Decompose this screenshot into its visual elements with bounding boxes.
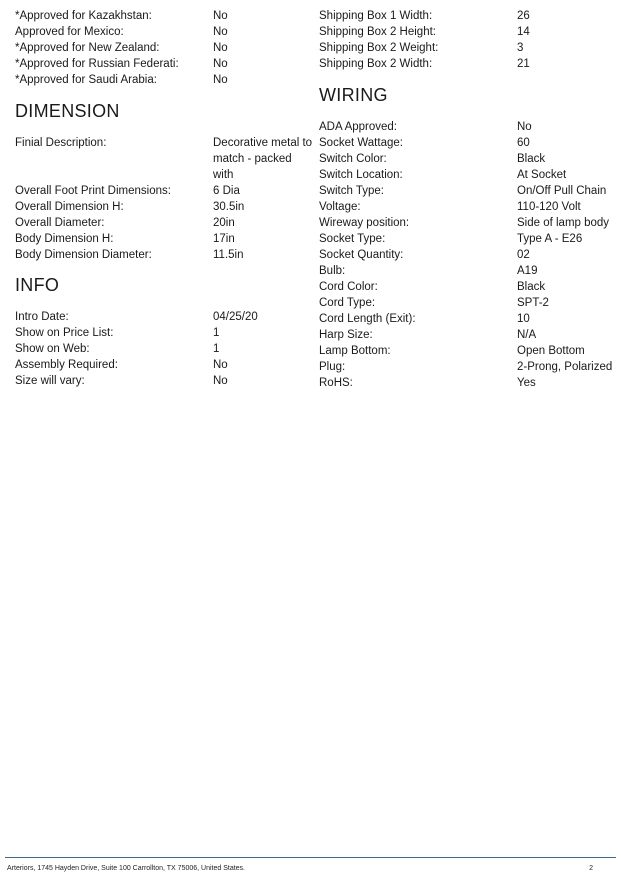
spec-value: No bbox=[213, 42, 228, 54]
spec-label: Overall Foot Print Dimensions: bbox=[15, 185, 171, 197]
spec-value: 60 bbox=[517, 137, 530, 149]
spec-value: Black bbox=[517, 281, 546, 293]
spec-row bbox=[319, 311, 619, 327]
spec-label: *Approved for Saudi Arabia: bbox=[15, 74, 157, 86]
spec-label: Overall Diameter: bbox=[15, 217, 105, 229]
spec-value: 02 bbox=[517, 249, 530, 261]
spec-label: Finial Description: bbox=[15, 137, 107, 149]
spec-value: 3 bbox=[517, 42, 524, 54]
spec-label: Intro Date: bbox=[15, 311, 69, 323]
right-column bbox=[319, 8, 619, 391]
spec-row bbox=[319, 343, 619, 359]
spec-row bbox=[319, 183, 619, 199]
page-number: 2 bbox=[589, 865, 593, 872]
spec-value: 04/25/20 bbox=[213, 311, 258, 323]
spec-value: 110-120 Volt bbox=[517, 201, 581, 213]
spec-row bbox=[319, 199, 619, 215]
spec-label: *Approved for Russian Federati: bbox=[15, 58, 179, 70]
spec-value: N/A bbox=[517, 329, 537, 341]
spec-label: Switch Location: bbox=[319, 169, 403, 181]
footer-divider bbox=[5, 857, 616, 858]
spec-row bbox=[15, 373, 315, 389]
wiring-section bbox=[319, 119, 619, 391]
spec-label: Socket Quantity: bbox=[319, 249, 404, 261]
spec-label: Wireway position: bbox=[319, 217, 410, 229]
footer-address: Arteriors, 1745 Hayden Drive, Suite 100 Carrollton, TX 75006, United States. bbox=[7, 865, 245, 872]
spec-row bbox=[15, 40, 315, 56]
spec-label: Overall Dimension H: bbox=[15, 201, 124, 213]
spec-row bbox=[15, 56, 315, 72]
shipping-section bbox=[319, 8, 619, 72]
spec-row bbox=[15, 247, 315, 263]
spec-value: No bbox=[213, 359, 228, 371]
spec-label: Shipping Box 2 Height: bbox=[319, 26, 436, 38]
spec-label: Socket Type: bbox=[319, 233, 386, 245]
spec-label: Plug: bbox=[319, 361, 346, 373]
spec-label: ADA Approved: bbox=[319, 121, 397, 133]
spec-value: 10 bbox=[517, 313, 530, 325]
spec-value: 1 bbox=[213, 343, 220, 355]
spec-row bbox=[15, 72, 315, 88]
spec-row bbox=[319, 56, 619, 72]
spec-label: Show on Web: bbox=[15, 343, 90, 355]
spec-label: Approved for Mexico: bbox=[15, 26, 124, 38]
info-heading: INFO bbox=[15, 275, 60, 295]
spec-label: Show on Price List: bbox=[15, 327, 114, 339]
spec-label: Switch Type: bbox=[319, 185, 384, 197]
spec-row bbox=[15, 357, 315, 373]
spec-row bbox=[319, 263, 619, 279]
spec-label: Shipping Box 2 Weight: bbox=[319, 42, 439, 54]
spec-row bbox=[319, 327, 619, 343]
spec-value: 14 bbox=[517, 26, 530, 38]
spec-row bbox=[15, 183, 315, 199]
spec-label: Harp Size: bbox=[319, 329, 373, 341]
spec-value: 26 bbox=[517, 10, 530, 22]
spec-row bbox=[319, 135, 619, 151]
spec-value: 11.5in bbox=[213, 249, 244, 261]
spec-row bbox=[319, 375, 619, 391]
spec-value: 1 bbox=[213, 327, 220, 339]
spec-row bbox=[319, 295, 619, 311]
spec-label: Voltage: bbox=[319, 201, 361, 213]
spec-label: *Approved for Kazakhstan: bbox=[15, 10, 152, 22]
spec-value: No bbox=[213, 26, 228, 38]
spec-label: Switch Color: bbox=[319, 153, 387, 165]
spec-label: *Approved for New Zealand: bbox=[15, 42, 160, 54]
spec-value: Black bbox=[517, 153, 546, 165]
approvals-section bbox=[15, 8, 315, 88]
spec-row bbox=[319, 247, 619, 263]
spec-row bbox=[15, 341, 315, 357]
spec-label: Cord Color: bbox=[319, 281, 378, 293]
spec-value: At Socket bbox=[517, 169, 567, 181]
spec-label: Cord Length (Exit): bbox=[319, 313, 416, 325]
spec-row bbox=[319, 231, 619, 247]
spec-row bbox=[15, 199, 315, 215]
spec-label: Socket Wattage: bbox=[319, 137, 403, 149]
spec-value: No bbox=[517, 121, 532, 133]
spec-row bbox=[319, 279, 619, 295]
left-column bbox=[15, 8, 315, 389]
spec-value: 21 bbox=[517, 58, 530, 70]
info-section bbox=[15, 309, 315, 389]
spec-value: 17in bbox=[213, 233, 235, 245]
spec-value: No bbox=[213, 375, 228, 387]
spec-row bbox=[319, 167, 619, 183]
wiring-heading: WIRING bbox=[319, 85, 388, 105]
dimension-section bbox=[15, 135, 315, 263]
spec-row bbox=[15, 215, 315, 231]
spec-label: Shipping Box 1 Width: bbox=[319, 10, 433, 22]
spec-value: SPT-2 bbox=[517, 297, 549, 309]
spec-value: 6 Dia bbox=[213, 185, 240, 197]
spec-label: Lamp Bottom: bbox=[319, 345, 391, 357]
spec-value: Side of lamp body bbox=[517, 217, 610, 229]
spec-value: On/Off Pull Chain bbox=[517, 185, 607, 197]
spec-value: Yes bbox=[517, 377, 536, 389]
spec-row bbox=[319, 215, 619, 231]
spec-value: 30.5in bbox=[213, 201, 245, 213]
spec-row bbox=[15, 8, 315, 24]
spec-row bbox=[15, 325, 315, 341]
spec-label: Shipping Box 2 Width: bbox=[319, 58, 433, 70]
spec-value: No bbox=[213, 10, 228, 22]
spec-value: A19 bbox=[517, 265, 538, 277]
spec-row bbox=[15, 135, 315, 183]
spec-label: RoHS: bbox=[319, 377, 353, 389]
spec-label: Body Dimension Diameter: bbox=[15, 249, 152, 261]
spec-label: Bulb: bbox=[319, 265, 346, 277]
spec-value: No bbox=[213, 74, 228, 86]
spec-row bbox=[15, 231, 315, 247]
spec-row bbox=[319, 151, 619, 167]
dimension-heading: DIMENSION bbox=[15, 101, 120, 121]
spec-row bbox=[319, 119, 619, 135]
spec-label: Body Dimension H: bbox=[15, 233, 114, 245]
spec-row bbox=[319, 359, 619, 375]
spec-row bbox=[319, 24, 619, 40]
spec-value: Open Bottom bbox=[517, 345, 585, 357]
spec-value: 20in bbox=[213, 217, 235, 229]
spec-label: Size will vary: bbox=[15, 375, 85, 387]
spec-value: Type A - E26 bbox=[517, 233, 583, 245]
spec-row bbox=[319, 8, 619, 24]
spec-value: No bbox=[213, 58, 228, 70]
spec-row bbox=[319, 40, 619, 56]
spec-value: Decorative metal to match - packed with bbox=[213, 137, 313, 181]
spec-row bbox=[15, 24, 315, 40]
spec-label: Cord Type: bbox=[319, 297, 376, 309]
spec-label: Assembly Required: bbox=[15, 359, 118, 371]
spec-value: 2-Prong, Polarized bbox=[517, 361, 613, 373]
spec-row bbox=[15, 309, 315, 325]
